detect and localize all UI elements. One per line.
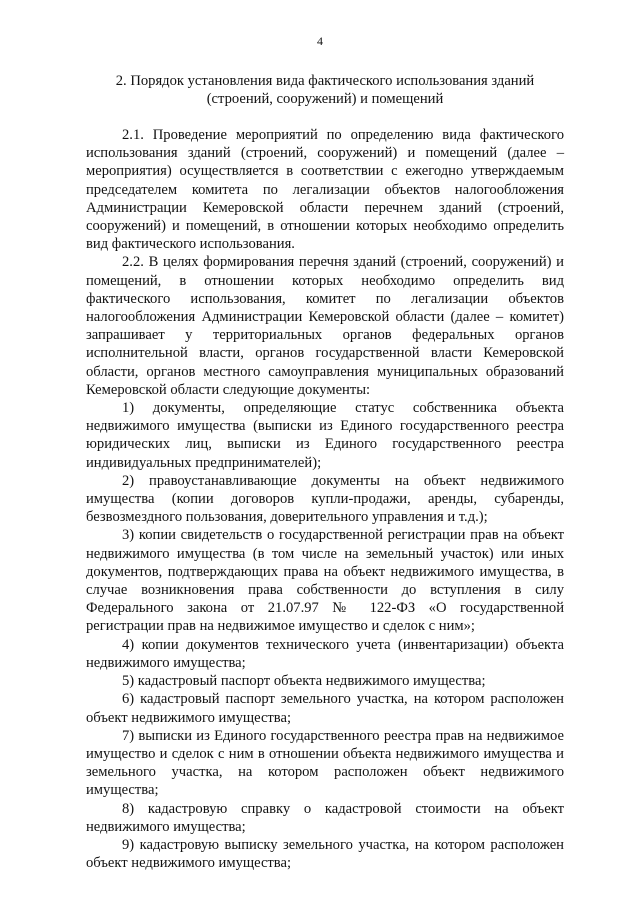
section-heading-line-2: (строений, сооружений) и помещений: [206, 91, 444, 107]
list-item: 5) кадастровый паспорт объекта недвижимого имущества;: [122, 673, 486, 690]
section-heading: [86, 72, 564, 108]
list-item: 1) документы, определяющие статус собственника объекта недвижимого имущества (выписки из Единого государственного реестра юридических лиц, выписки из Единого государственного реестра индивидуальных предпринимателей);: [86, 400, 564, 471]
section-heading-line-1: 2. Порядок установления вида фактического использования зданий: [115, 73, 535, 89]
document-body: [86, 126, 564, 872]
page-number: 4: [317, 34, 323, 48]
list-item: 8) кадастровую справку о кадастровой стоимости на объект недвижимого имущества;: [86, 800, 564, 835]
list-item: 3) копии свидетельств о государственной регистрации прав на объект недвижимого имущества (в том числе на земельный участок) или иных документов, подтверждающих права на объект недвижимого имущества, в случае возникновения права собственности до вступления в силу Федерального закона от 21.07.97 № 122-ФЗ «О государственной регистрации прав на недвижимое имущество и сделок с ним»;: [86, 527, 564, 635]
paragraph-2-1: 2.1. Проведение мероприятий по определению вида фактического использования зданий (строений, сооружений) и помещений (далее – мероприятия) осуществляется в соответствии с ежегодно утверждаемым председателем комитета по легализации объектов налогообложения Администрации Кемеровской области перечнем зданий (строений, сооружений) и помещений, в отношении которых необходимо определить вид фактического использования.: [86, 127, 564, 253]
list-item: 2) правоустанавливающие документы на объект недвижимого имущества (копии договоров купли-продажи, аренды, субаренды, безвозмездного пользования, доверительного управления и т.д.);: [86, 472, 564, 526]
list-item: 9) кадастровую выписку земельного участка, на котором расположен объект недвижимого имущества;: [86, 836, 564, 872]
list-item: 7) выписки из Единого государственного реестра прав на недвижимое имущество и сделок с ним в отношении объекта недвижимого имущества и земельного участка, на котором расположен объект недвижимого имущества;: [86, 727, 564, 799]
list-item: 4) копии документов технического учета (инвентаризации) объекта недвижимого имущества;: [86, 636, 564, 671]
list-item: 6) кадастровый паспорт земельного участка, на котором расположен объект недвижимого имущества;: [86, 691, 564, 726]
paragraph-2-2: 2.2. В целях формирования перечня зданий (строений, сооружений) и помещений, в отношении которых необходимо определить вид фактического использования, комитет по легализации объектов налогообложения Администрации Кемеровской области (далее – комитет) запрашивает у территориальных органов федеральных органов исполнительной власти, органов государственной власти Кемеровской области, органов местного самоуправления муниципальных образований Кемеровской области следующие документы:: [86, 254, 564, 398]
